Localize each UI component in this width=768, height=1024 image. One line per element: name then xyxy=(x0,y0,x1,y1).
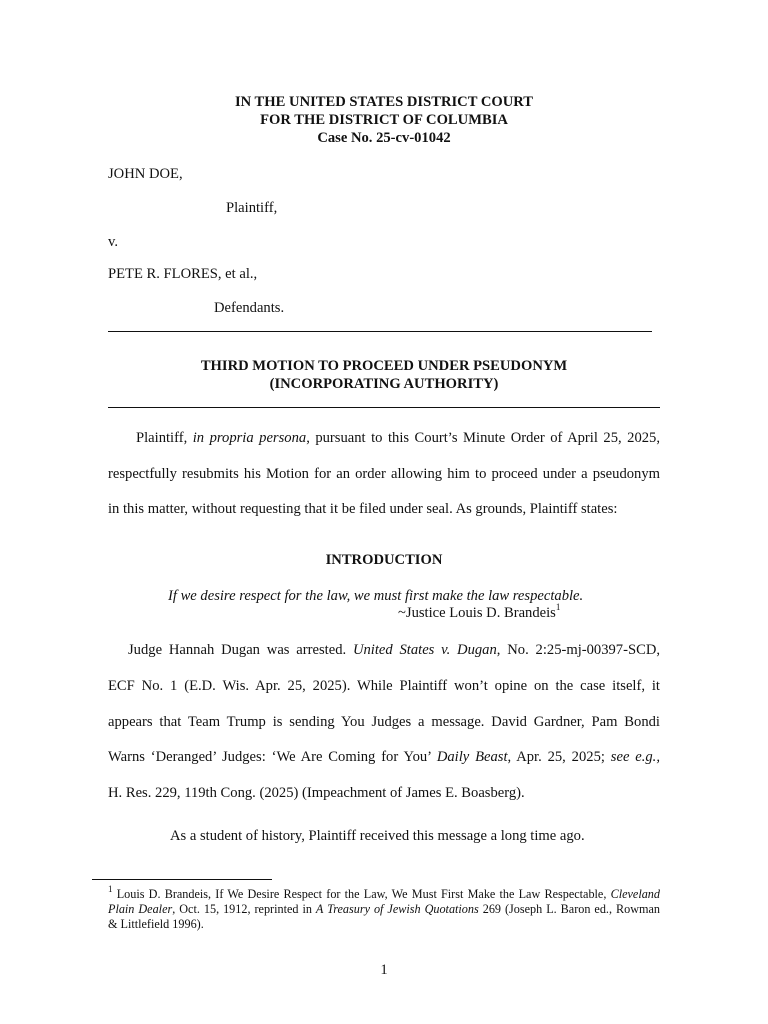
defendant-name: PETE R. FLORES, et al., xyxy=(108,266,258,282)
epigraph-attribution: ~Justice Louis D. Brandeis$^1$ xyxy=(398,602,561,621)
plaintiff-role: Plaintiff, xyxy=(226,200,278,216)
defendant-role: Defendants. xyxy=(214,300,285,316)
footnote-line3: & Littlefield 1996). xyxy=(108,917,204,931)
versus: v. xyxy=(108,234,118,250)
body-paragraph-line1: Judge Hannah Dugan was arrested. United States v. Dugan, No. 2:25-mj-00397-SCD, xyxy=(128,642,661,658)
footnote-line2: Plain Dealer, Oct. 15, 1912, reprinted in A Treasury of Jewish Quotations 269 (Joseph L. Baron ed., Rowman xyxy=(108,902,660,916)
page-number: 1 xyxy=(380,962,388,978)
plaintiff-name: JOHN DOE, xyxy=(108,166,183,182)
body-paragraph-line2: ECF No. 1 (E.D. Wis. Apr. 25, 2025). While Plaintiff won’t opine on the case itself, it xyxy=(108,678,660,694)
epigraph-quote: If we desire respect for the law, we must first make the law respectable. xyxy=(168,588,584,604)
case-number: Case No. 25-cv-01042 xyxy=(317,130,451,146)
footnote-reference: 1 xyxy=(555,602,561,613)
body-paragraph-line6: As a student of history, Plaintiff received this message a long time ago. xyxy=(170,828,585,844)
court-name-line1: IN THE UNITED STATES DISTRICT COURT xyxy=(234,94,534,110)
caption-divider xyxy=(108,331,652,332)
body-paragraph-line3: appears that Team Trump is sending You Judges a message. David Gardner, Pam Bondi xyxy=(108,714,660,730)
motion-title-line2: (INCORPORATING AUTHORITY) xyxy=(269,376,499,392)
footnote-line1: $^1$ Louis D. Brandeis, If We Desire Respect for the Law, We Must First Make the Law Respectable, Cleveland xyxy=(108,883,660,901)
motion-title-line1: THIRD MOTION TO PROCEED UNDER PSEUDONYM xyxy=(200,358,568,374)
intro-paragraph-line2: respectfully resubmits his Motion for an order allowing him to proceed under a pseudonym xyxy=(108,466,660,482)
intro-paragraph-line3: in this matter, without requesting that it be filed under seal. As grounds, Plaintiff states: xyxy=(108,501,618,517)
body-paragraph-line4: Warns ‘Deranged’ Judges: ‘We Are Coming for You’ Daily Beast, Apr. 25, 2025; see e.g., xyxy=(108,749,660,765)
section-heading-introduction: INTRODUCTION xyxy=(325,552,443,568)
footnote-separator xyxy=(92,879,272,880)
title-divider xyxy=(108,407,660,408)
intro-paragraph-line1: Plaintiff, in propria persona, pursuant to this Court’s Minute Order of April 25, 2025, xyxy=(136,430,660,446)
court-name-line2: FOR THE DISTRICT OF COLUMBIA xyxy=(260,112,508,128)
body-paragraph-line5: H. Res. 229, 119th Cong. (2025) (Impeachment of James E. Boasberg). xyxy=(108,785,525,801)
